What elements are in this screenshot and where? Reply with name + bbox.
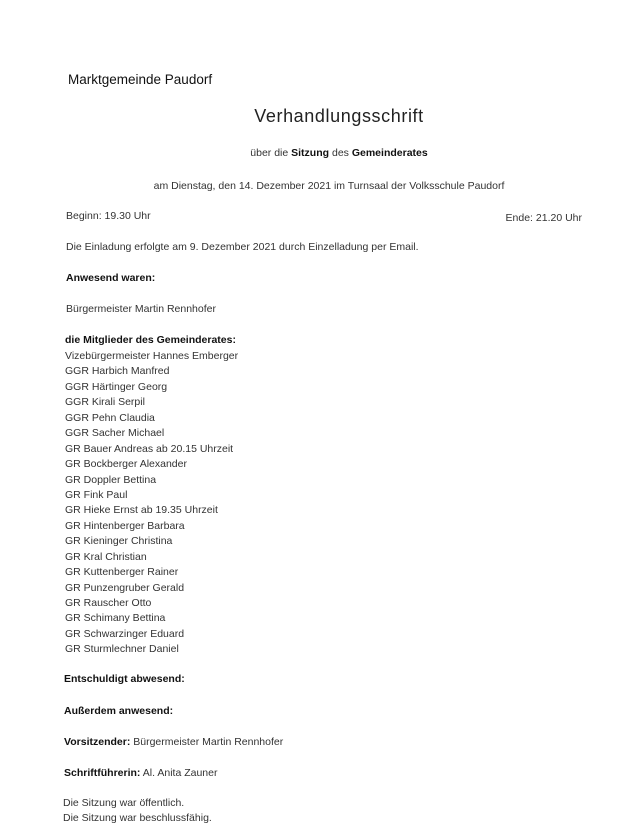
present-heading: Anwesend waren:	[66, 272, 156, 284]
list-item: GR Bockberger Alexander	[65, 458, 187, 471]
list-item: Vizebürgermeister Hannes Emberger	[65, 350, 239, 362]
list-item: GGR Härtinger Georg	[65, 380, 168, 393]
municipality-name: Marktgemeinde Paudorf	[68, 72, 213, 87]
list-item: GR Rauscher Otto	[65, 597, 152, 609]
subtitle-word-sitzung: Sitzung	[291, 147, 330, 159]
chair-line	[64, 736, 283, 748]
session-public-note: Die Sitzung war öffentlich.	[63, 797, 185, 809]
meeting-date-line: am Dienstag, den 14. Dezember 2021 im Turnsaal der Volksschule Paudorf	[153, 180, 505, 192]
chair-label: Vorsitzender:	[64, 736, 131, 748]
document-title: Verhandlungsschrift	[254, 106, 424, 126]
list-item: GR Schimany Bettina	[65, 612, 166, 625]
end-time: Ende: 21.20 Uhr	[505, 212, 582, 224]
list-item: GR Bauer Andreas ab 20.15 Uhrzeit	[65, 442, 234, 455]
list-item: GR Fink Paul	[65, 488, 128, 501]
secretary-name: Al. Anita Zauner	[142, 767, 218, 779]
list-item: GGR Pehn Claudia	[65, 411, 155, 424]
chair-name: Bürgermeister Martin Rennhofer	[133, 736, 284, 748]
list-item: GR Schwarzinger Eduard	[65, 627, 185, 640]
mayor-name: Bürgermeister Martin Rennhofer	[66, 303, 216, 315]
excused-heading: Entschuldigt abwesend:	[64, 673, 185, 685]
list-item: GR Hintenberger Barbara	[65, 519, 185, 532]
list-item: GGR Harbich Manfred	[65, 365, 170, 378]
invitation-note: Die Einladung erfolgte am 9. Dezember 2021 durch Einzelladung per Email.	[66, 241, 419, 253]
session-quorum-note: Die Sitzung war beschlussfähig.	[63, 812, 212, 824]
list-item: GR Doppler Bettina	[65, 473, 157, 486]
list-item: GR Kieninger Christina	[65, 535, 173, 548]
subtitle-middle: des	[331, 147, 349, 159]
subtitle-word-gemeinderates: Gemeinderates	[351, 147, 428, 159]
list-item: GR Hieke Ernst ab 19.35 Uhrzeit	[65, 504, 218, 517]
list-item: GGR Kirali Serpil	[65, 396, 145, 409]
list-item: GR Kral Christian	[65, 550, 147, 563]
list-item: GR Kuttenberger Rainer	[65, 566, 179, 579]
secretary-label: Schriftführerin:	[64, 767, 141, 779]
list-item: GR Sturmlechner Daniel	[65, 643, 179, 656]
list-item: GR Punzengruber Gerald	[65, 581, 185, 594]
also-present-heading: Außerdem anwesend:	[64, 705, 174, 717]
members-heading: die Mitglieder des Gemeinderates:	[65, 334, 236, 346]
begin-time: Beginn: 19.30 Uhr	[66, 210, 151, 222]
document-subtitle	[0, 147, 626, 159]
secretary-line	[64, 767, 217, 779]
members-list	[65, 349, 238, 658]
subtitle-prefix: über die	[250, 147, 289, 159]
list-item: GGR Sacher Michael	[65, 427, 165, 440]
